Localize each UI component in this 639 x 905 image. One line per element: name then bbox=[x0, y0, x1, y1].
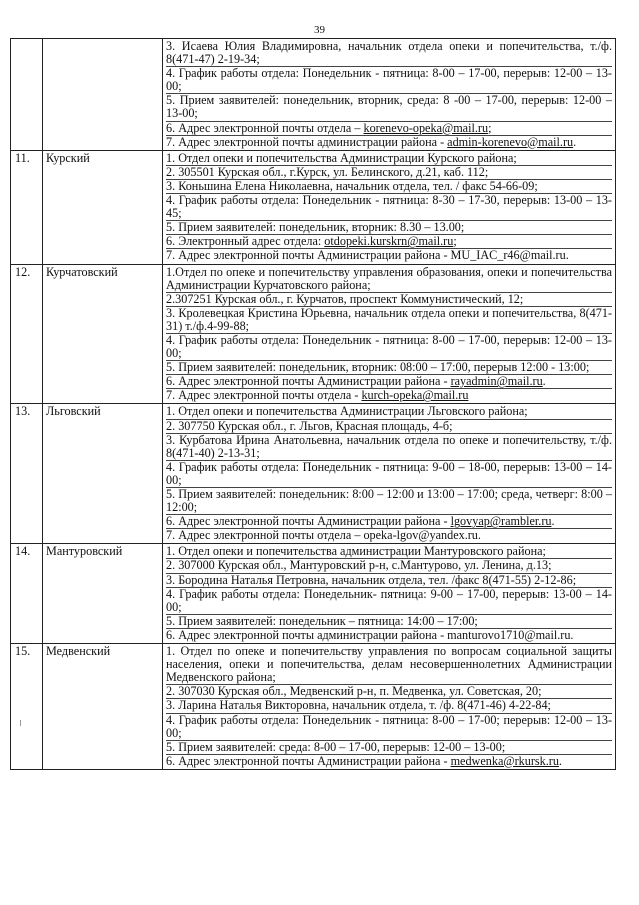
info-cell bbox=[163, 644, 616, 770]
info-text: 4. График работы отдела: Понедельник - пятница: 8-30 – 17-30, перерыв: 13-00 – 13-45; bbox=[166, 193, 612, 221]
info-cell bbox=[163, 404, 616, 544]
info-text: 6. Адрес электронной почты Администрации района - bbox=[166, 753, 451, 768]
district-name: Медвенский bbox=[43, 644, 163, 770]
info-line bbox=[166, 293, 612, 307]
contacts-table bbox=[10, 38, 616, 770]
info-line bbox=[166, 741, 612, 755]
info-text: 6. Адрес электронной почты Администрации района - bbox=[166, 374, 451, 389]
info-text: 1. Отдел по опеке и попечительству управления по вопросам социальной защиты населения, опеки и попечительства, делам несовершеннолетних Администрации Медвенского района; bbox=[166, 644, 612, 685]
info-text: 2. 307000 Курская обл., Мантуровский р-н, с.Мантурово, ул. Ленина, д.13; bbox=[166, 558, 552, 573]
table-row bbox=[11, 404, 616, 544]
info-line bbox=[166, 180, 612, 194]
info-text: 5. Прием заявителей: понедельник, вторник: 08:00 – 17:00, перерыв 12:00 - 13:00; bbox=[166, 360, 590, 375]
info-line bbox=[166, 405, 612, 419]
info-text: 5. Прием заявителей: понедельник: 8:00 – 12:00 и 13:00 – 17:00; среда, четверг: 8:00 – 12:00; bbox=[166, 487, 612, 515]
district-name: Льговский bbox=[43, 404, 163, 544]
info-trailing: . bbox=[558, 753, 562, 768]
info-line bbox=[166, 307, 612, 334]
info-text: 3. Ларина Наталья Викторовна, начальник отдела, т. /ф. 8(471-46) 4-22-84; bbox=[166, 698, 551, 713]
district-name: Курчатовский bbox=[43, 264, 163, 404]
info-line bbox=[166, 615, 612, 629]
info-text: 6. Адрес электронной почты отдела – bbox=[166, 120, 364, 135]
info-text: 4. График работы отдела: Понедельник- пятница: 9-00 – 17-00, перерыв: 13-00 – 14-00; bbox=[166, 586, 612, 614]
info-line bbox=[166, 755, 612, 768]
contacts-table-body bbox=[11, 39, 616, 770]
info-line bbox=[166, 714, 612, 741]
info-trailing: . bbox=[573, 134, 577, 149]
info-text: 3. Исаева Юлия Владимировна, начальник отдела опеки и попечительства, т./ф. 8(471-47) 2-19-34; bbox=[166, 39, 612, 67]
info-trailing: ; bbox=[488, 120, 492, 135]
info-line bbox=[166, 334, 612, 361]
info-text: 3. Курбатова Ирина Анатольевна, начальник отдела по опеке и попечительству, т./ф. 8(471-40) 2-13-31; bbox=[166, 432, 612, 460]
email-link[interactable]: admin-korenevo@mail.ru bbox=[447, 134, 574, 149]
info-line bbox=[166, 588, 612, 615]
row-number: 14. bbox=[11, 544, 43, 644]
info-cell bbox=[163, 544, 616, 644]
info-line bbox=[166, 389, 612, 402]
district-name: Мантуровский bbox=[43, 544, 163, 644]
info-text: 6. Адрес электронной почты администрации района - manturovo1710@mail.ru. bbox=[166, 627, 574, 642]
info-line bbox=[166, 361, 612, 375]
info-line bbox=[166, 67, 612, 94]
info-line bbox=[166, 375, 612, 389]
table-row bbox=[11, 39, 616, 151]
row-number: 12. bbox=[11, 264, 43, 404]
info-line bbox=[166, 152, 612, 166]
info-line bbox=[166, 221, 612, 235]
info-text: 6. Адрес электронной почты Администрации района - bbox=[166, 514, 451, 529]
info-line bbox=[166, 94, 612, 121]
info-line bbox=[166, 574, 612, 588]
info-line bbox=[166, 194, 612, 221]
info-text: 2. 307030 Курская обл., Медвенский р-н, п. Медвенка, ул. Советская, 20; bbox=[166, 684, 542, 699]
info-text: 3. Бородина Наталья Петровна, начальник отдела, тел. /факс 8(471-55) 2-12-86; bbox=[166, 572, 577, 587]
info-text: 7. Адрес электронной почты администрации района - bbox=[166, 134, 448, 149]
info-text: 5. Прием заявителей: среда: 8-00 – 17-00, перерыв: 12-00 – 13-00; bbox=[166, 739, 506, 754]
info-text: 2.307251 Курская обл., г. Курчатов, проспект Коммунистический, 12; bbox=[166, 291, 524, 306]
info-text: 4. График работы отдела: Понедельник - пятница: 9-00 – 18-00, перерыв: 13-00 – 14-00; bbox=[166, 459, 612, 487]
email-link[interactable]: lgovyap@rambler.ru bbox=[450, 514, 552, 529]
table-row bbox=[11, 150, 616, 264]
email-link[interactable]: medwenka@rkursk.ru bbox=[450, 753, 559, 768]
info-cell bbox=[163, 264, 616, 404]
info-cell bbox=[163, 150, 616, 264]
info-line bbox=[166, 122, 612, 136]
row-number: 11. bbox=[11, 150, 43, 264]
info-trailing: ; bbox=[453, 234, 457, 249]
info-text: 4. График работы отдела: Понедельник - пятница: 8-00 – 17-00, перерыв: 12-00 – 13-00; bbox=[166, 66, 612, 94]
info-line bbox=[166, 699, 612, 713]
row-number: 13. bbox=[11, 404, 43, 544]
info-line bbox=[166, 529, 612, 542]
info-text: 3. Кролевецкая Кристина Юрьевна, начальник отдела опеки и попечительства, 8(471-31) т./ф.4-99-88; bbox=[166, 305, 612, 333]
table-row bbox=[11, 644, 616, 770]
info-trailing: . bbox=[551, 514, 555, 529]
info-line bbox=[166, 545, 612, 559]
table-row bbox=[11, 264, 616, 404]
info-text: 7. Адрес электронной почты отдела – opeka-lgov@yandex.ru. bbox=[166, 528, 481, 543]
info-trailing: . bbox=[542, 374, 546, 389]
info-text: 2. 307750 Курская обл., г. Льгов, Красная площадь, 4-б; bbox=[166, 418, 453, 433]
number-cell bbox=[11, 39, 43, 151]
email-link[interactable]: otdopeki.kurskrn@mail.ru bbox=[324, 234, 454, 249]
info-cell bbox=[163, 39, 616, 151]
info-line bbox=[166, 136, 612, 149]
info-text: 7. Адрес электронной почты отдела - bbox=[166, 388, 362, 403]
info-text: 5. Прием заявителей: понедельник, вторник: 8.30 – 13.00; bbox=[166, 220, 465, 235]
email-link[interactable]: korenevo-opeka@mail.ru bbox=[363, 120, 489, 135]
info-line bbox=[166, 249, 612, 262]
info-line bbox=[166, 235, 612, 249]
info-line bbox=[166, 645, 612, 685]
email-link[interactable]: rayadmin@mail.ru bbox=[450, 374, 543, 389]
info-line bbox=[166, 629, 612, 642]
info-text: 4. График работы отдела: Понедельник - пятница: 8-00 – 17-00, перерыв: 12-00 – 13-00; bbox=[166, 332, 612, 361]
district-name: Курский bbox=[43, 150, 163, 264]
info-line bbox=[166, 685, 612, 699]
info-line bbox=[166, 166, 612, 180]
page-number: 39 bbox=[314, 24, 325, 36]
district-cell bbox=[43, 39, 163, 151]
table-row bbox=[11, 544, 616, 644]
info-text: 7. Адрес электронной почты Администрации района - MU_IAC_r46@mail.ru. bbox=[166, 248, 569, 263]
info-text: 1. Отдел опеки и попечительства Администрации Курского района; bbox=[166, 150, 517, 165]
info-text: 5. Прием заявителей: понедельник, вторник, среда: 8 -00 – 17-00, перерыв: 12-00 – 13-00; bbox=[166, 93, 612, 121]
info-text: 3. Коньшина Елена Николаевна, начальник отдела, тел. / факс 54-66-09; bbox=[166, 178, 538, 193]
info-text: 1.Отдел по опеке и попечительству управления образования, опеки и попечительства Администрации Курчатовского района; bbox=[166, 264, 612, 292]
info-text: 4. График работы отдела: Понедельник - пятница: 8-00 – 17-00; перерыв: 12-00 – 13-00; bbox=[166, 712, 612, 740]
email-link[interactable]: kurch-opeka@mail.ru bbox=[361, 388, 469, 403]
info-text: 1. Отдел опеки и попечительства администрации Мантуровского района; bbox=[166, 544, 546, 559]
info-line bbox=[166, 461, 612, 488]
info-text: 2. 305501 Курская обл., г.Курск, ул. Белинского, д.21, каб. 112; bbox=[166, 164, 489, 179]
info-text: 5. Прием заявителей: понедельник – пятница: 14:00 – 17:00; bbox=[166, 613, 478, 628]
info-line bbox=[166, 488, 612, 515]
info-line bbox=[166, 559, 612, 573]
info-line bbox=[166, 434, 612, 461]
info-line bbox=[166, 420, 612, 434]
info-line bbox=[166, 40, 612, 67]
info-text: 1. Отдел опеки и попечительства Администрации Льговского района; bbox=[166, 404, 528, 419]
info-line bbox=[166, 515, 612, 529]
row-number: 15. bbox=[11, 644, 43, 770]
margin-mark bbox=[20, 720, 21, 726]
info-line bbox=[166, 266, 612, 293]
info-text: 6. Электронный адрес отдела: bbox=[166, 234, 325, 249]
